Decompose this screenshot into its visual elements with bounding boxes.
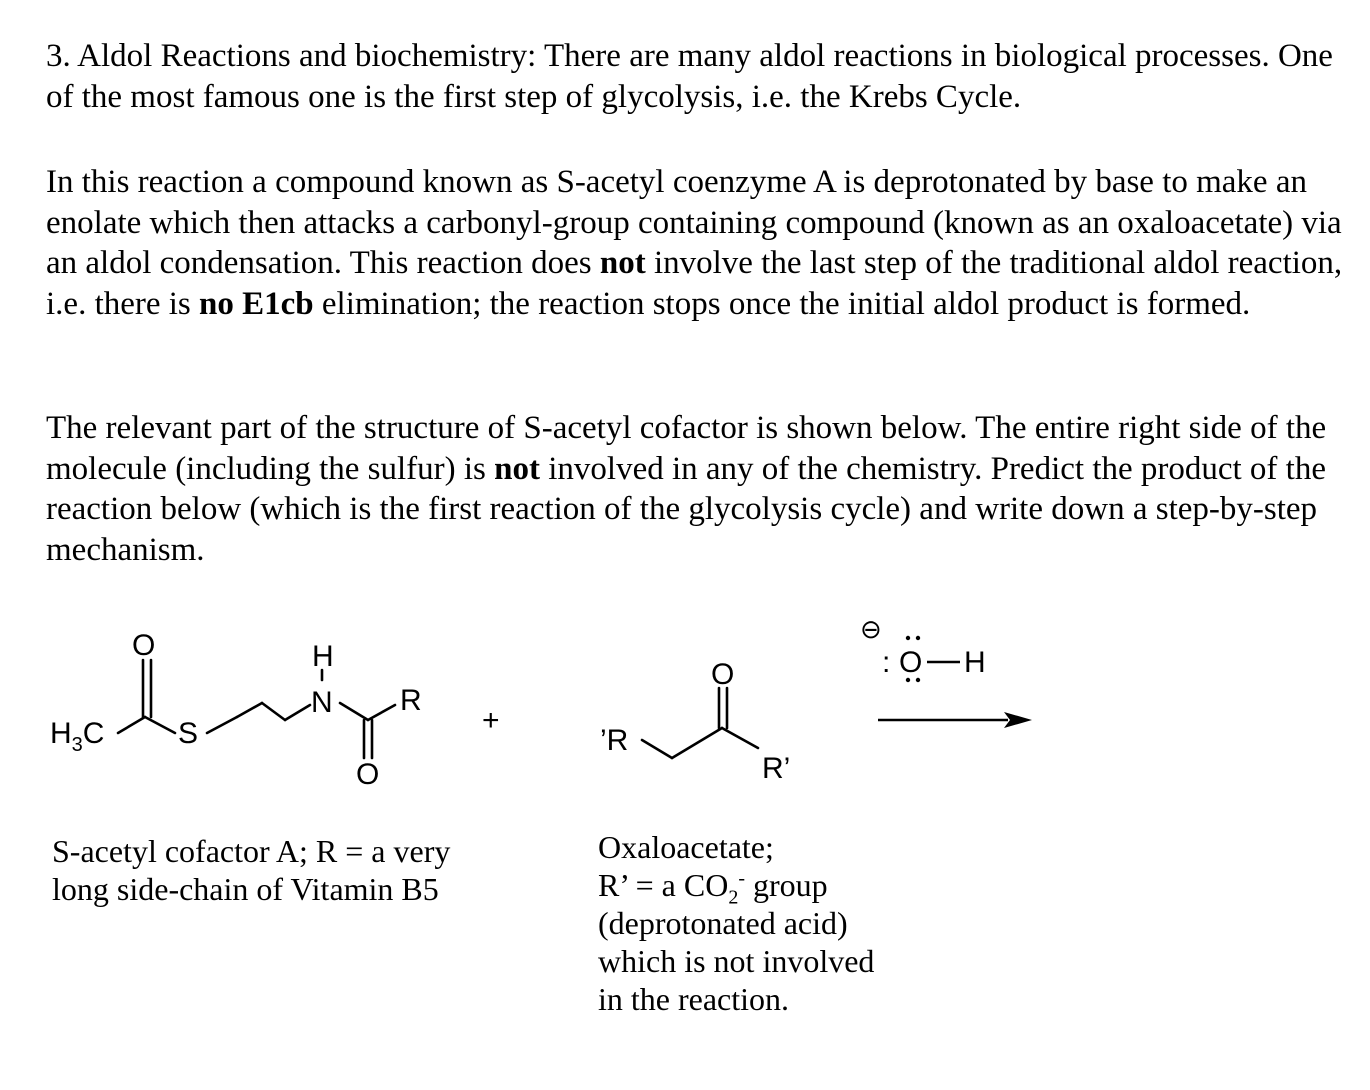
bond-r-ch2 — [642, 740, 672, 758]
caption-cofactor-line2: long side-chain of Vitamin B5 — [52, 871, 439, 907]
plus-sign: + — [482, 704, 500, 737]
bond-ch2-ch2-a — [237, 703, 262, 717]
caption-oxaloacetate — [598, 828, 998, 1018]
bond-amide-c-r — [368, 705, 395, 720]
s-acetyl-cofactor-structure — [118, 660, 395, 758]
intro-text: 3. Aldol Reactions and biochemistry: There are many aldol reactions in biological processes. One of the most famous one is the first step of glycolysis, i.e. the Krebs Cycle. — [46, 38, 1333, 115]
caption-cofactor — [52, 832, 572, 908]
caption-oxalo-line5: in the reaction. — [598, 981, 790, 1017]
atom-r-prime-left: ’R — [600, 724, 629, 757]
bond-ch2-carbonyl — [672, 728, 722, 758]
p2-bold-not: not — [599, 245, 646, 281]
paragraph-task — [46, 408, 1346, 570]
caption-cofactor-line1: S-acetyl cofactor A; R = a very — [52, 833, 451, 869]
p3-bold-not: not — [494, 450, 540, 487]
paragraph-reaction-description — [46, 162, 1346, 324]
p2-text-2: involve the last step of the traditional aldol reaction, i.e. there is — [46, 245, 1343, 322]
atom-o-amide: O — [356, 758, 380, 791]
p3-text-2: involved in any of the chemistry. Predict the product of the reaction below (which is the first reaction of the glycolysis cycle) and write down a step-by-step mechanism. — [46, 450, 1326, 568]
bond-ch3-carbonyl — [118, 717, 145, 733]
p2-bold-no-e1cb: no E1cb — [199, 285, 314, 322]
atom-h-amide: H — [312, 640, 334, 673]
caption-oxalo-superscript: - — [738, 867, 745, 890]
bond-carbonyl-r — [722, 728, 758, 748]
reaction-scheme — [0, 600, 1370, 860]
caption-oxalo-subscript: 2 — [728, 886, 739, 909]
caption-oxalo-line3: (deprotonated acid) — [598, 905, 848, 941]
atom-nitrogen: N — [311, 686, 333, 719]
hydroxide-colon: : — [882, 646, 891, 679]
p3-text-1: The relevant part of the structure of S-acetyl cofactor is shown below. The entire right side of the molecule (including the sulfur) is — [46, 410, 1327, 487]
bond-n-amide-c — [340, 703, 368, 720]
caption-oxalo-line2-post: group — [745, 867, 828, 903]
p2-text-3: elimination; the reaction stops once the initial aldol product is formed. — [313, 285, 1251, 322]
atom-o-oxalo: O — [711, 658, 735, 691]
caption-oxalo-line1: Oxaloacetate; — [598, 829, 774, 865]
caption-oxalo-line2-pre: R’ = a CO — [598, 867, 729, 903]
atom-sulfur: S — [178, 717, 199, 750]
bond-carbonyl-s — [145, 717, 175, 733]
bond-ch2-n — [285, 705, 310, 720]
atom-o-hydroxide: O — [899, 646, 923, 679]
negative-charge-icon: ⊖ — [860, 614, 882, 644]
paragraph-intro — [46, 36, 1346, 117]
atom-r-prime-right: R’ — [762, 752, 791, 785]
atom-h3c: $H_3C$ — [50, 717, 105, 756]
oxaloacetate-structure — [642, 688, 758, 758]
arrow-head-icon — [1004, 712, 1032, 728]
atom-o-carbonyl: O — [132, 629, 156, 662]
bond-s-ch2 — [207, 717, 237, 733]
bond-ch2-ch2-b — [262, 703, 285, 720]
atom-r: R — [400, 684, 422, 717]
atom-h-hydroxide: H — [964, 646, 986, 679]
hydroxide-reagent — [860, 614, 986, 682]
caption-oxalo-line4: which is not involved — [598, 943, 875, 979]
p2-text-1: In this reaction a compound known as S-acetyl coenzyme A is deprotonated by base to make an enolate which then attacks a carbonyl-group containing compound (known as an oxaloacetate) via an aldol condensation. This reaction does — [46, 164, 1342, 281]
reaction-arrow — [878, 712, 1032, 728]
